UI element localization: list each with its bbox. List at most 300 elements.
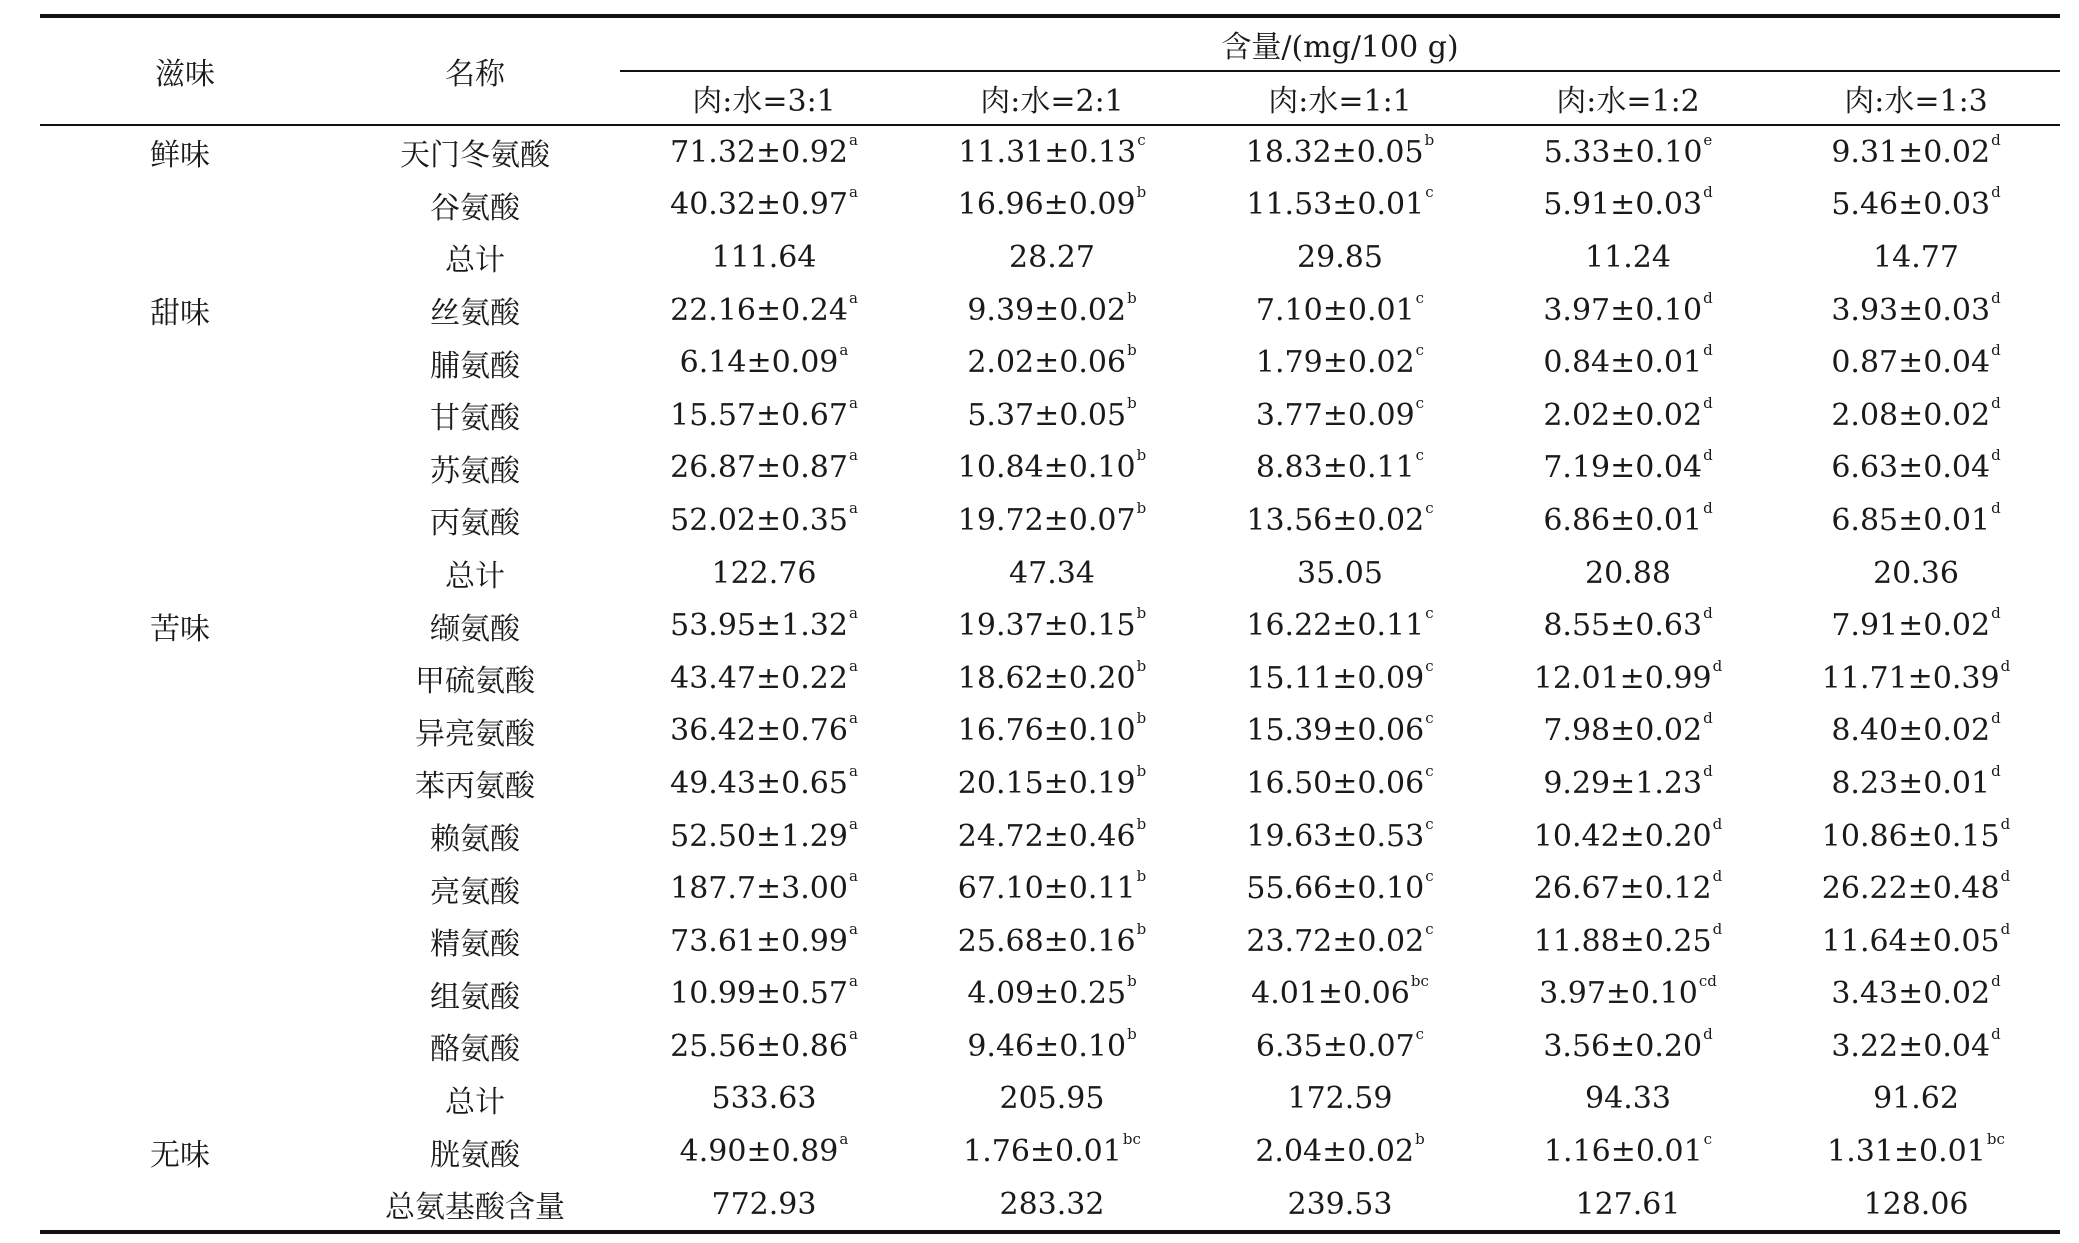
value-text: 20.15±0.19 <box>957 765 1136 801</box>
value-text: 1.31±0.01 <box>1827 1134 1986 1170</box>
value-text: 187.7±3.00 <box>670 871 848 907</box>
amino-acid-name-cell: 精氨酸 <box>430 927 520 963</box>
value-cell <box>1484 125 1772 179</box>
value-cell <box>1196 1020 1484 1073</box>
value-cell <box>908 547 1196 600</box>
amino-acid-name-cell: 缬氨酸 <box>430 611 520 647</box>
value-text: 11.64±0.05 <box>1821 923 2000 959</box>
taste-cell: 苦味 <box>150 611 210 647</box>
significance-letter: d <box>1991 288 2001 307</box>
amino-acid-name-cell: 脯氨酸 <box>430 348 520 384</box>
table-row <box>40 599 2060 652</box>
value-cell <box>1772 652 2060 705</box>
value-cell <box>620 547 908 600</box>
significance-letter: b <box>1127 1024 1137 1043</box>
value-cell <box>1196 389 1484 442</box>
value-text: 47.34 <box>1009 555 1095 591</box>
value-text: 25.68±0.16 <box>957 923 1136 959</box>
value-cell <box>1772 179 2060 232</box>
header-content: 含量/(mg/100 g) <box>620 16 2060 71</box>
value-text: 3.93±0.03 <box>1831 292 1991 328</box>
significance-letter: d <box>1991 498 2001 517</box>
table-row <box>40 389 2060 442</box>
value-cell <box>620 284 908 337</box>
value-text: 35.05 <box>1297 555 1383 591</box>
table-row <box>40 547 2060 600</box>
value-cell <box>620 862 908 915</box>
value-text: 12.01±0.99 <box>1533 660 1712 696</box>
significance-letter: b <box>1136 709 1147 728</box>
significance-letter: c <box>1425 814 1434 833</box>
significance-letter: c <box>1415 1024 1425 1043</box>
significance-letter: d <box>1703 393 1713 412</box>
significance-letter: e <box>1703 130 1713 149</box>
value-cell <box>1772 599 2060 652</box>
amino-acid-name-cell: 甘氨酸 <box>430 401 520 437</box>
value-text: 8.40±0.02 <box>1831 713 1991 749</box>
value-text: 3.97±0.10 <box>1539 976 1698 1012</box>
amino-acid-name-cell: 丝氨酸 <box>430 296 520 332</box>
significance-letter: d <box>1991 709 2001 728</box>
value-text: 239.53 <box>1287 1186 1393 1222</box>
taste-cell <box>40 862 330 915</box>
value-text: 23.72±0.02 <box>1246 923 1425 959</box>
value-cell <box>908 442 1196 495</box>
value-cell <box>1484 1020 1772 1073</box>
significance-letter: a <box>848 972 858 991</box>
table-body <box>40 125 2060 1232</box>
value-text: 19.72±0.07 <box>957 502 1136 538</box>
table-row <box>40 336 2060 389</box>
table-row <box>40 1073 2060 1126</box>
significance-letter: a <box>839 341 849 360</box>
significance-letter: d <box>1991 341 2001 360</box>
value-text: 3.43±0.02 <box>1831 976 1991 1012</box>
significance-letter: d <box>1991 446 2001 465</box>
value-cell <box>1484 652 1772 705</box>
value-text: 19.37±0.15 <box>957 608 1136 644</box>
significance-letter: d <box>1703 1024 1713 1043</box>
significance-letter: a <box>848 393 858 412</box>
value-text: 6.14±0.09 <box>679 345 839 381</box>
significance-letter: d <box>1712 867 1723 886</box>
significance-letter: a <box>848 919 858 938</box>
amino-acid-table <box>40 14 2060 1234</box>
value-cell <box>620 652 908 705</box>
header-ratio-1-1: 肉:水=1:1 <box>1196 71 1484 125</box>
table-row <box>40 1125 2060 1178</box>
value-cell <box>1484 1125 1772 1178</box>
significance-letter: d <box>1703 498 1713 517</box>
significance-letter: bc <box>1986 1130 2005 1149</box>
value-text: 10.84±0.10 <box>957 450 1136 486</box>
significance-letter: bc <box>1122 1130 1141 1149</box>
taste-cell <box>40 968 330 1021</box>
value-cell <box>908 179 1196 232</box>
value-text: 4.01±0.06 <box>1251 976 1410 1012</box>
value-cell <box>1484 179 1772 232</box>
value-text: 40.32±0.97 <box>670 187 848 223</box>
value-cell <box>620 1073 908 1126</box>
value-text: 4.09±0.25 <box>967 976 1127 1012</box>
value-cell <box>620 442 908 495</box>
value-cell <box>1196 1125 1484 1178</box>
value-text: 26.22±0.48 <box>1821 871 2000 907</box>
significance-letter: d <box>2000 919 2011 938</box>
value-text: 8.23±0.01 <box>1831 765 1991 801</box>
value-text: 10.86±0.15 <box>1821 818 2000 854</box>
significance-letter: b <box>1127 341 1137 360</box>
taste-cell <box>40 915 330 968</box>
value-text: 25.56±0.86 <box>670 1028 848 1064</box>
value-cell <box>1196 336 1484 389</box>
value-text: 91.62 <box>1873 1081 1959 1117</box>
value-text: 16.22±0.11 <box>1246 608 1425 644</box>
value-text: 15.57±0.67 <box>670 397 848 433</box>
significance-letter: a <box>848 1024 858 1043</box>
value-text: 52.50±1.29 <box>670 818 848 854</box>
value-text: 10.42±0.20 <box>1533 818 1712 854</box>
value-text: 6.86±0.01 <box>1543 502 1703 538</box>
value-cell <box>1196 1178 1484 1233</box>
value-text: 16.76±0.10 <box>957 713 1136 749</box>
value-cell <box>620 336 908 389</box>
value-cell <box>908 1020 1196 1073</box>
value-cell <box>908 599 1196 652</box>
value-text: 28.27 <box>1009 239 1095 275</box>
value-text: 7.10±0.01 <box>1255 292 1415 328</box>
value-text: 18.62±0.20 <box>957 660 1136 696</box>
significance-letter: c <box>1425 709 1434 728</box>
significance-letter: c <box>1703 1130 1713 1149</box>
value-cell <box>1484 442 1772 495</box>
table-row <box>40 179 2060 232</box>
value-cell <box>1196 915 1484 968</box>
significance-letter: a <box>848 814 858 833</box>
value-cell <box>1484 389 1772 442</box>
value-text: 2.08±0.02 <box>1831 397 1991 433</box>
value-text: 26.67±0.12 <box>1533 871 1712 907</box>
significance-letter: c <box>1415 341 1425 360</box>
value-cell <box>620 389 908 442</box>
value-cell <box>1772 494 2060 547</box>
value-text: 5.91±0.03 <box>1543 187 1703 223</box>
significance-letter: d <box>1712 656 1723 675</box>
value-cell <box>620 705 908 758</box>
table-row <box>40 757 2060 810</box>
taste-cell <box>40 1073 330 1126</box>
significance-letter: d <box>1703 183 1713 202</box>
significance-letter: d <box>1991 130 2001 149</box>
significance-letter: d <box>1991 1024 2001 1043</box>
significance-letter: d <box>1703 761 1713 780</box>
value-text: 26.87±0.87 <box>670 450 848 486</box>
value-cell <box>1484 862 1772 915</box>
value-cell <box>1484 757 1772 810</box>
table-row <box>40 862 2060 915</box>
amino-acid-name-cell: 甲硫氨酸 <box>415 664 535 700</box>
value-cell <box>1196 810 1484 863</box>
significance-letter: b <box>1136 919 1147 938</box>
significance-letter: c <box>1425 604 1434 623</box>
value-text: 15.11±0.09 <box>1246 660 1425 696</box>
significance-letter: a <box>848 656 858 675</box>
value-cell <box>1484 494 1772 547</box>
significance-letter: a <box>848 288 858 307</box>
value-cell <box>908 125 1196 179</box>
value-text: 128.06 <box>1863 1186 1969 1222</box>
value-cell <box>908 757 1196 810</box>
table-row <box>40 284 2060 337</box>
value-cell <box>1772 1178 2060 1233</box>
value-text: 5.33±0.10 <box>1543 134 1703 170</box>
value-text: 111.64 <box>711 239 817 275</box>
value-cell <box>908 1178 1196 1233</box>
value-text: 11.71±0.39 <box>1821 660 2000 696</box>
value-cell <box>908 231 1196 284</box>
value-cell <box>908 1073 1196 1126</box>
amino-acid-name-cell: 苯丙氨酸 <box>415 769 535 805</box>
amino-acid-name-cell: 亮氨酸 <box>430 874 520 910</box>
significance-letter: bc <box>1410 972 1429 991</box>
significance-letter: a <box>848 604 858 623</box>
significance-letter: c <box>1415 446 1425 465</box>
value-cell <box>908 284 1196 337</box>
value-text: 5.37±0.05 <box>967 397 1127 433</box>
value-cell <box>1772 125 2060 179</box>
significance-letter: a <box>848 446 858 465</box>
significance-letter: b <box>1136 183 1147 202</box>
significance-letter: c <box>1425 761 1434 780</box>
significance-letter: b <box>1136 446 1147 465</box>
value-text: 94.33 <box>1585 1081 1671 1117</box>
value-text: 49.43±0.65 <box>670 765 848 801</box>
value-text: 55.66±0.10 <box>1246 871 1425 907</box>
taste-cell <box>40 757 330 810</box>
significance-letter: b <box>1127 288 1137 307</box>
value-cell <box>1196 179 1484 232</box>
significance-letter: d <box>2000 867 2011 886</box>
value-cell <box>620 810 908 863</box>
table-header <box>40 16 2060 125</box>
taste-cell <box>40 389 330 442</box>
value-text: 9.39±0.02 <box>967 292 1127 328</box>
significance-letter: a <box>848 867 858 886</box>
value-text: 3.77±0.09 <box>1255 397 1415 433</box>
significance-letter: d <box>1991 604 2001 623</box>
value-cell <box>1772 757 2060 810</box>
taste-cell: 甜味 <box>150 296 210 332</box>
value-cell <box>908 652 1196 705</box>
value-text: 3.56±0.20 <box>1543 1028 1703 1064</box>
value-cell <box>1772 915 2060 968</box>
value-text: 205.95 <box>999 1081 1105 1117</box>
value-text: 2.04±0.02 <box>1255 1134 1415 1170</box>
value-text: 20.36 <box>1873 555 1959 591</box>
value-text: 4.90±0.89 <box>679 1134 839 1170</box>
significance-letter: cd <box>1698 972 1717 991</box>
significance-letter: d <box>1712 919 1723 938</box>
value-text: 8.83±0.11 <box>1255 450 1415 486</box>
table-row <box>40 1178 2060 1233</box>
value-cell <box>1196 599 1484 652</box>
significance-letter: d <box>1991 393 2001 412</box>
header-name: 名称 <box>330 16 620 125</box>
header-ratio-1-3: 肉:水=1:3 <box>1772 71 2060 125</box>
value-cell <box>1484 547 1772 600</box>
value-cell <box>620 599 908 652</box>
value-cell <box>620 757 908 810</box>
taste-cell <box>40 810 330 863</box>
value-text: 15.39±0.06 <box>1246 713 1425 749</box>
value-cell <box>1772 1073 2060 1126</box>
value-cell <box>1772 336 2060 389</box>
value-text: 9.31±0.02 <box>1831 134 1991 170</box>
value-cell <box>1772 1125 2060 1178</box>
header-taste: 滋味 <box>40 16 330 125</box>
value-cell <box>1196 1073 1484 1126</box>
amino-acid-name-cell: 谷氨酸 <box>430 190 520 226</box>
value-text: 7.98±0.02 <box>1543 713 1703 749</box>
table-row <box>40 125 2060 179</box>
header-ratio-3-1: 肉:水=3:1 <box>620 71 908 125</box>
significance-letter: b <box>1127 393 1137 412</box>
value-cell <box>908 494 1196 547</box>
significance-letter: a <box>848 183 858 202</box>
value-cell <box>1196 968 1484 1021</box>
value-cell <box>1196 125 1484 179</box>
significance-letter: b <box>1415 1130 1425 1149</box>
value-cell <box>908 1125 1196 1178</box>
value-cell <box>620 125 908 179</box>
taste-cell <box>40 1020 330 1073</box>
value-text: 13.56±0.02 <box>1246 502 1425 538</box>
value-text: 122.76 <box>711 555 817 591</box>
significance-letter: c <box>1415 393 1425 412</box>
taste-cell <box>40 494 330 547</box>
value-text: 1.79±0.02 <box>1255 345 1415 381</box>
value-text: 5.46±0.03 <box>1831 187 1991 223</box>
significance-letter: d <box>1712 814 1723 833</box>
value-cell <box>1196 757 1484 810</box>
significance-letter: d <box>1703 341 1713 360</box>
significance-letter: b <box>1136 604 1147 623</box>
value-cell <box>620 1125 908 1178</box>
significance-letter: c <box>1425 183 1434 202</box>
value-text: 9.46±0.10 <box>967 1028 1127 1064</box>
value-cell <box>1484 284 1772 337</box>
header-ratio-2-1: 肉:水=2:1 <box>908 71 1196 125</box>
amino-acid-name-cell: 组氨酸 <box>430 979 520 1015</box>
value-cell <box>1772 810 2060 863</box>
significance-letter: d <box>1991 183 2001 202</box>
value-text: 10.99±0.57 <box>670 976 848 1012</box>
significance-letter: b <box>1127 972 1137 991</box>
value-text: 1.16±0.01 <box>1543 1134 1703 1170</box>
value-text: 3.22±0.04 <box>1831 1028 1991 1064</box>
value-text: 43.47±0.22 <box>670 660 848 696</box>
amino-acid-name-cell: 赖氨酸 <box>430 822 520 858</box>
significance-letter: c <box>1425 919 1434 938</box>
value-cell <box>1484 705 1772 758</box>
value-cell <box>1484 599 1772 652</box>
significance-letter: d <box>1991 972 2001 991</box>
amino-acid-name-cell: 胱氨酸 <box>430 1137 520 1173</box>
value-text: 2.02±0.06 <box>967 345 1127 381</box>
taste-cell <box>40 652 330 705</box>
significance-letter: a <box>848 709 858 728</box>
significance-letter: d <box>1703 288 1713 307</box>
value-cell <box>1772 284 2060 337</box>
value-text: 1.76±0.01 <box>963 1134 1122 1170</box>
value-text: 6.85±0.01 <box>1831 502 1991 538</box>
significance-letter: c <box>1415 288 1425 307</box>
amino-acid-name-cell: 异亮氨酸 <box>415 716 535 752</box>
amino-acid-name-cell: 总计 <box>445 1084 505 1120</box>
value-text: 36.42±0.76 <box>670 713 848 749</box>
value-cell <box>1484 968 1772 1021</box>
significance-letter: a <box>839 1130 849 1149</box>
significance-letter: b <box>1136 761 1147 780</box>
taste-cell <box>40 179 330 232</box>
value-cell <box>1196 231 1484 284</box>
value-text: 0.87±0.04 <box>1831 345 1991 381</box>
value-cell <box>1772 1020 2060 1073</box>
value-cell <box>620 968 908 1021</box>
amino-acid-name-cell: 总计 <box>445 243 505 279</box>
amino-acid-name-cell: 苏氨酸 <box>430 453 520 489</box>
value-text: 2.02±0.02 <box>1543 397 1703 433</box>
value-cell <box>620 231 908 284</box>
value-cell <box>620 1020 908 1073</box>
taste-cell <box>40 705 330 758</box>
amino-acid-name-cell: 天门冬氨酸 <box>400 138 550 174</box>
amino-acid-name-cell: 总氨基酸含量 <box>330 1178 620 1233</box>
significance-letter: d <box>2000 814 2011 833</box>
taste-cell <box>40 442 330 495</box>
taste-cell <box>40 547 330 600</box>
value-text: 11.88±0.25 <box>1533 923 1712 959</box>
value-text: 18.32±0.05 <box>1245 134 1424 170</box>
value-cell <box>1196 442 1484 495</box>
value-cell <box>1484 1178 1772 1233</box>
significance-letter: a <box>848 498 858 517</box>
value-cell <box>1196 862 1484 915</box>
value-cell <box>908 389 1196 442</box>
significance-letter: c <box>1425 498 1434 517</box>
amino-acid-name-cell: 丙氨酸 <box>430 506 520 542</box>
significance-letter: c <box>1425 656 1434 675</box>
significance-letter: d <box>2000 656 2011 675</box>
value-text: 20.88 <box>1585 555 1671 591</box>
value-cell <box>1484 810 1772 863</box>
significance-letter: a <box>848 761 858 780</box>
value-text: 67.10±0.11 <box>957 871 1136 907</box>
table-row <box>40 442 2060 495</box>
significance-letter: d <box>1991 761 2001 780</box>
value-text: 29.85 <box>1297 239 1383 275</box>
value-text: 172.59 <box>1287 1081 1393 1117</box>
table-row <box>40 968 2060 1021</box>
value-text: 71.32±0.92 <box>670 134 848 170</box>
value-cell <box>620 179 908 232</box>
value-text: 19.63±0.53 <box>1246 818 1425 854</box>
value-cell <box>620 915 908 968</box>
value-text: 11.31±0.13 <box>958 134 1137 170</box>
value-cell <box>1772 547 2060 600</box>
table-row <box>40 705 2060 758</box>
value-cell <box>1484 336 1772 389</box>
